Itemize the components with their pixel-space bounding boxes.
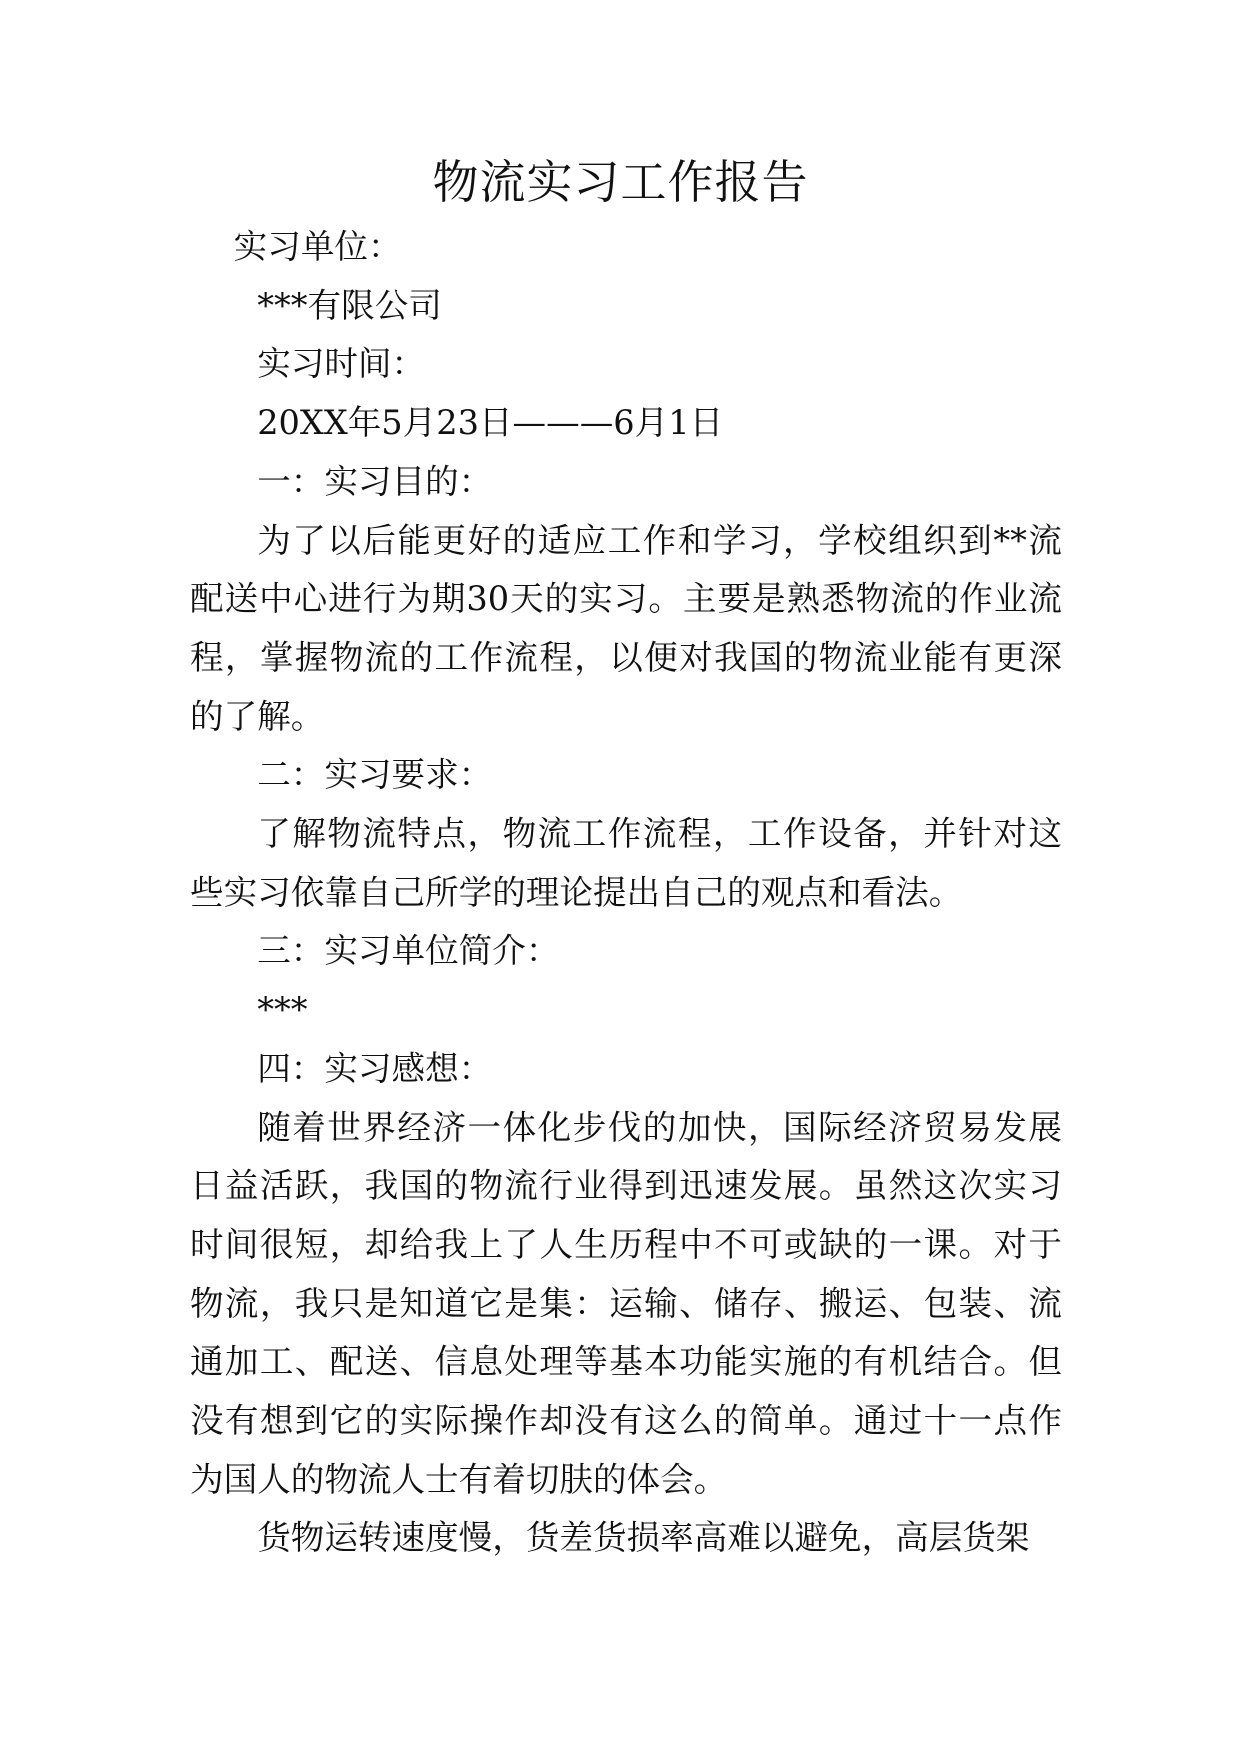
document-title: 物流实习工作报告	[432, 155, 809, 209]
paragraph-continued: 货物运转速度慢，货差货损率高难以避免，高层货架	[257, 1518, 1030, 1558]
section-heading-purpose: 一：实习目的：	[257, 461, 493, 501]
section-heading-unit-intro: 三：实习单位简介：	[257, 931, 560, 971]
paragraph-requirements: 了解物流特点，物流工作流程，工作设备，并针对这些实习依靠自己所学的理论提出自己的观点和看法。	[190, 814, 1062, 912]
section-heading-reflections: 四：实习感想：	[257, 1048, 493, 1088]
paragraph-company-name: ***有限公司	[257, 285, 442, 325]
paragraph-purpose: 为了以后能更好的适应工作和学习，学校组织到**流配送中心进行为期30天的实习。主要是熟悉物流的作业流程，掌握物流的工作流程，以便对我国的物流业能有更深的了解。	[190, 520, 1062, 736]
paragraph-unit-intro: ***	[257, 990, 308, 1030]
section-heading-requirements: 二：实习要求：	[257, 755, 493, 795]
paragraph-internship-time-label: 实习时间：	[257, 344, 426, 384]
paragraph-internship-dates: 20XX年5月23日———6月1日	[257, 403, 724, 443]
document-body	[190, 218, 1062, 1568]
paragraph-internship-unit-label: 实习单位：	[233, 227, 402, 266]
paragraph-reflections: 随着世界经济一体化步伐的加快，国际经济贸易发展日益活跃，我国的物流行业得到迅速发展。虽然这次实习时间很短，却给我上了人生历程中不可或缺的一课。对于物流，我只是知道它是集：运输、储存、搬运、包装、流通加工、配送、信息处理等基本功能实施的有机结合。但没有想到它的实际操作却没有这么的简单。通过十一点作为国人的物流人士有着切肤的体会。	[190, 1107, 1062, 1499]
